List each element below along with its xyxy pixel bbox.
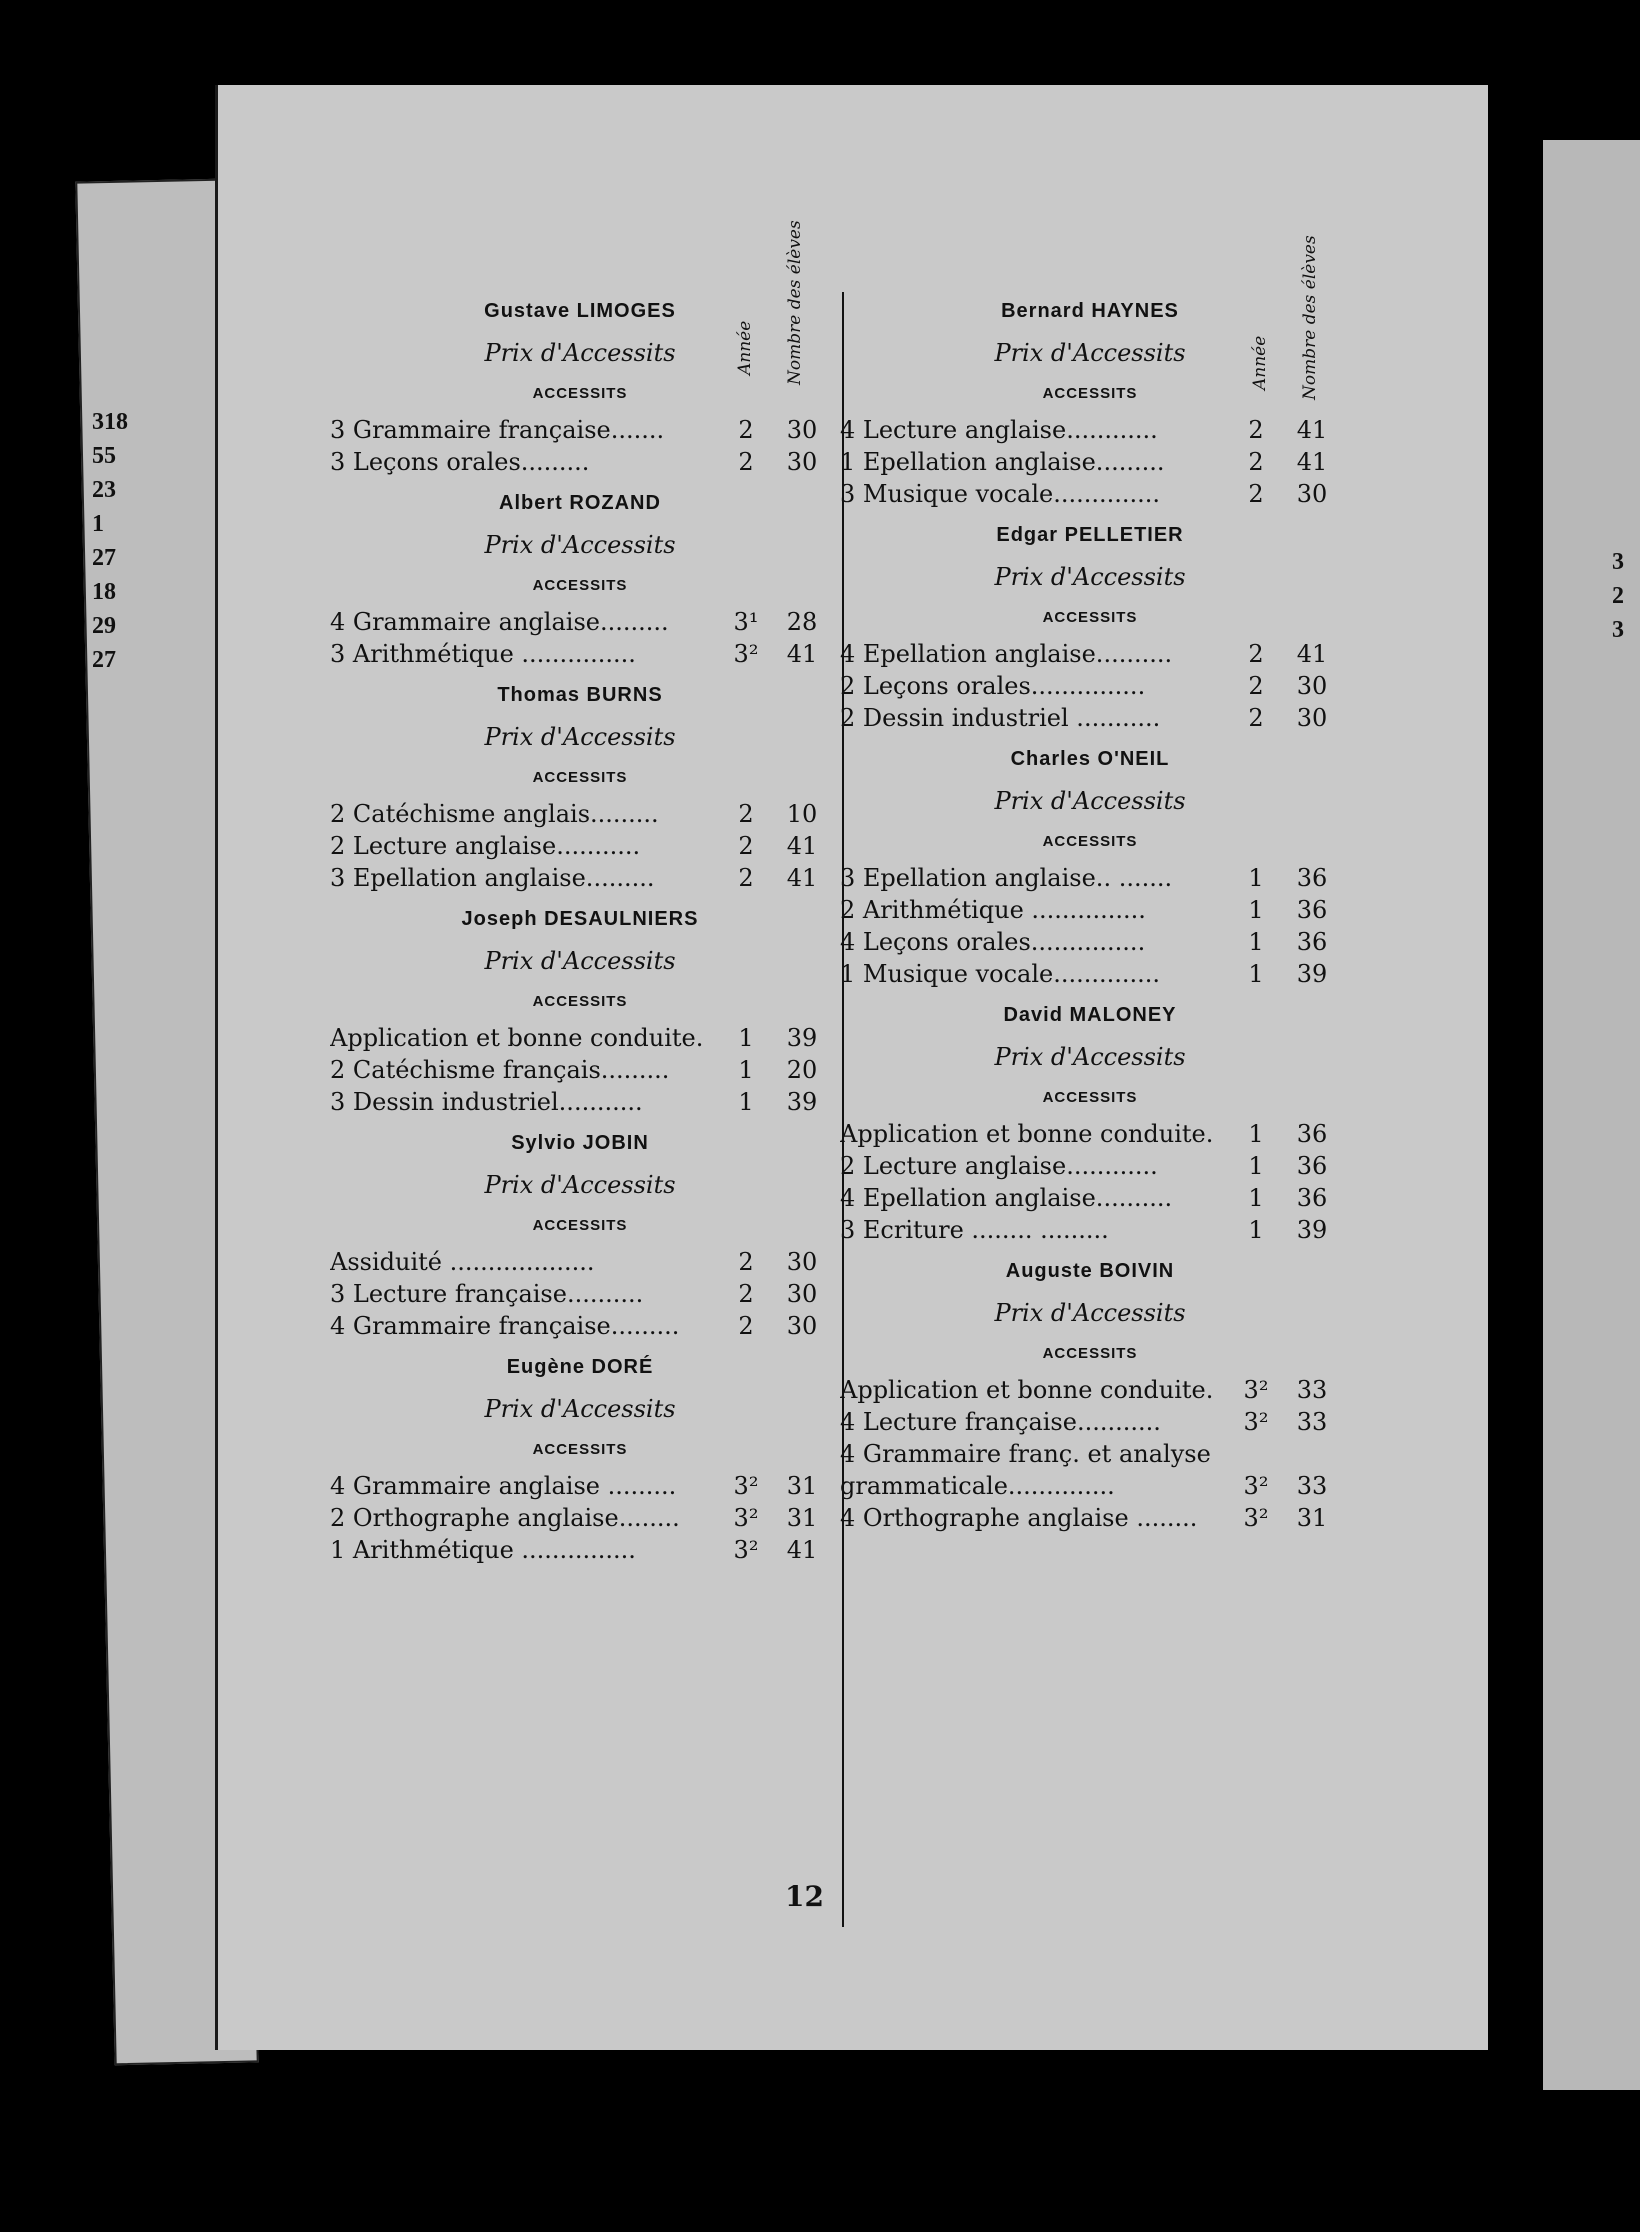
subject-row [840,414,1340,446]
student-count: 41 [786,640,818,668]
subject-row [840,926,1340,958]
subject-row [840,1438,1340,1470]
year-value: 2 [738,864,754,892]
subject-label: grammaticale.............. [840,1472,1115,1500]
prize-title: Prix d'Accessits [484,339,676,367]
student-entry [840,300,1340,510]
student-entry [840,524,1340,734]
student-count: 41 [1296,416,1328,444]
student-name: Bernard HAYNES [1001,300,1179,322]
prize-title: Prix d'Accessits [484,1395,676,1423]
subject-row [330,1470,830,1502]
year-value: 1 [1248,896,1264,924]
student-count: 31 [1296,1504,1328,1532]
student-count: 30 [1296,480,1328,508]
prize-title: Prix d'Accessits [994,1043,1186,1071]
subject-label: Assiduité ................... [330,1248,595,1276]
year-value: 1 [1248,1216,1264,1244]
subject-label: Application et bonne conduite. [840,1120,1214,1148]
year-value: 3² [733,1504,759,1532]
subject-label: 4 Grammaire française......... [330,1312,680,1340]
subject-label: 4 Epellation anglaise.......... [840,1184,1173,1212]
subject-row [840,958,1340,990]
student-count: 36 [1296,1120,1328,1148]
student-entry [330,492,830,670]
subject-label: 2 Leçons orales............... [840,672,1146,700]
year-value: 2 [1248,704,1264,732]
student-count [1284,1438,1340,1470]
student-name: Charles O'NEIL [1010,748,1170,770]
student-count: 30 [786,1248,818,1276]
subject-row [840,1502,1340,1534]
year-value: 2 [738,800,754,828]
student-name: Eugène DORÉ [506,1356,654,1378]
student-count: 30 [786,448,818,476]
subject-label: 3 Musique vocale.............. [840,480,1161,508]
student-entry [330,1132,830,1342]
subject-row [330,638,830,670]
student-count: 39 [786,1088,818,1116]
year-value: 1 [1248,1152,1264,1180]
subject-row [330,1054,830,1086]
subject-label: 3 Dessin industriel........... [330,1088,643,1116]
subject-label: 2 Arithmétique ............... [840,896,1146,924]
section-heading: ACCESSITS [1042,833,1138,850]
subject-label: 4 Grammaire franç. et analyse [840,1440,1211,1468]
subject-row [840,1150,1340,1182]
subject-label: 2 Orthographe anglaise........ [330,1504,680,1532]
student-count: 36 [1296,896,1328,924]
subject-label: 3 Ecriture ........ ......... [840,1216,1109,1244]
student-name: Sylvio JOBIN [511,1132,649,1154]
student-name: David MALONEY [1003,1004,1177,1026]
student-entry [840,1260,1340,1534]
year-value: 1 [738,1088,754,1116]
subject-row [840,446,1340,478]
section-heading: ACCESSITS [532,577,628,594]
subject-label: 3 Grammaire française....... [330,416,665,444]
student-count: 39 [1296,1216,1328,1244]
student-count: 33 [1296,1376,1328,1404]
student-entry [330,908,830,1118]
section-heading: ACCESSITS [532,385,628,402]
prize-title: Prix d'Accessits [484,1171,676,1199]
subject-row [330,862,830,894]
subject-row [840,670,1340,702]
student-entry [330,300,830,478]
subject-label: 3 Lecture française.......... [330,1280,644,1308]
year-value: 2 [1248,480,1264,508]
year-value: 2 [1248,640,1264,668]
prize-title: Prix d'Accessits [484,531,676,559]
year-value: 2 [738,448,754,476]
student-name: Albert ROZAND [499,492,661,514]
year-value: 2 [1248,672,1264,700]
subject-row [330,830,830,862]
section-heading: ACCESSITS [532,769,628,786]
subject-row [330,798,830,830]
year-value: 3² [1243,1472,1269,1500]
subject-row [840,478,1340,510]
subject-row [330,606,830,638]
section-heading: ACCESSITS [1042,609,1138,626]
student-count: 30 [786,1280,818,1308]
year-value: 1 [1248,864,1264,892]
subject-row [840,862,1340,894]
nombre-header-left: Nombre des élèves [785,220,805,385]
subject-label: 1 Musique vocale.............. [840,960,1161,988]
subject-row [840,1214,1340,1246]
year-value: 3¹ [733,608,759,636]
subject-label: 4 Lecture française........... [840,1408,1161,1436]
student-name: Edgar PELLETIER [996,524,1184,546]
student-count: 10 [786,800,818,828]
student-name: Joseph DESAULNIERS [461,908,699,930]
year-value: 1 [1248,960,1264,988]
student-count: 41 [786,1536,818,1564]
student-count: 30 [786,1312,818,1340]
section-heading: ACCESSITS [1042,1345,1138,1362]
section-heading: ACCESSITS [532,1217,628,1234]
student-name: Thomas BURNS [497,684,663,706]
student-count: 31 [786,1504,818,1532]
subject-label: 2 Lecture anglaise............ [840,1152,1158,1180]
subject-label: 3 Leçons orales......... [330,448,590,476]
right-column [840,300,1340,1548]
subject-label: 4 Orthographe anglaise ........ [840,1504,1198,1532]
subject-row [330,446,830,478]
annee-header-right: Année [1250,335,1270,390]
year-value: 2 [738,416,754,444]
annee-header-left: Année [735,320,755,375]
student-count: 30 [786,416,818,444]
student-count: 41 [1296,448,1328,476]
subject-label: 1 Epellation anglaise......... [840,448,1165,476]
student-entry [330,684,830,894]
nombre-header-right: Nombre des élèves [1300,235,1320,400]
section-heading: ACCESSITS [532,993,628,1010]
year-value: 3² [733,1536,759,1564]
year-value: 3² [733,640,759,668]
underpage-right-numbers: 3 2 3 [1612,549,1624,643]
subject-row [840,1374,1340,1406]
subject-label: 4 Grammaire anglaise......... [330,608,669,636]
subject-label: 3 Arithmétique ............... [330,640,636,668]
student-count: 30 [1296,672,1328,700]
section-heading: ACCESSITS [1042,1089,1138,1106]
subject-row [840,702,1340,734]
subject-label: 4 Lecture anglaise............ [840,416,1158,444]
subject-label: 4 Epellation anglaise.......... [840,640,1173,668]
subject-row [840,1470,1340,1502]
prize-title: Prix d'Accessits [994,787,1186,815]
year-value: 1 [1248,928,1264,956]
year-value: 2 [738,1280,754,1308]
subject-label: 3 Epellation anglaise......... [330,864,655,892]
student-count: 30 [1296,704,1328,732]
student-count: 41 [786,864,818,892]
year-value: 1 [738,1056,754,1084]
page-number: 12 [785,1880,824,1913]
subject-row [330,1310,830,1342]
subject-row [330,1502,830,1534]
subject-label: 3 Epellation anglaise.. ....... [840,864,1173,892]
student-count: 20 [786,1056,818,1084]
year-value: 1 [1248,1120,1264,1148]
year-value: 2 [738,1312,754,1340]
student-count: 36 [1296,1184,1328,1212]
subject-row [330,1022,830,1054]
student-count: 41 [786,832,818,860]
student-entry [330,1356,830,1566]
year-value: 3² [1243,1408,1269,1436]
subject-row [840,1182,1340,1214]
section-heading: ACCESSITS [1042,385,1138,402]
underlying-page-right [1535,140,1640,2090]
subject-label: 1 Arithmétique ............... [330,1536,636,1564]
subject-label: Application et bonne conduite. [840,1376,1214,1404]
student-count: 31 [786,1472,818,1500]
year-value [1228,1438,1284,1470]
year-value: 2 [1248,448,1264,476]
student-entry [840,1004,1340,1246]
student-name: Auguste BOIVIN [1005,1260,1175,1282]
student-count: 41 [1296,640,1328,668]
prize-title: Prix d'Accessits [994,1299,1186,1327]
year-value: 3² [1243,1376,1269,1404]
subject-label: 2 Dessin industriel ........... [840,704,1161,732]
year-value: 2 [738,832,754,860]
prize-title: Prix d'Accessits [484,947,676,975]
student-name: Gustave LIMOGES [484,300,676,322]
subject-label: 4 Grammaire anglaise ......... [330,1472,677,1500]
year-value: 2 [1248,416,1264,444]
student-entry [840,748,1340,990]
subject-row [840,1118,1340,1150]
subject-label: 4 Leçons orales............... [840,928,1146,956]
student-count: 39 [786,1024,818,1052]
year-value: 1 [1248,1184,1264,1212]
subject-row [330,1534,830,1566]
subject-row [330,414,830,446]
year-value: 3² [733,1472,759,1500]
underpage-left-numbers: 318 55 23 1 27 18 29 27 [92,409,128,673]
subject-row [330,1086,830,1118]
student-count: 33 [1296,1472,1328,1500]
student-count: 36 [1296,864,1328,892]
subject-row [330,1278,830,1310]
student-count: 33 [1296,1408,1328,1436]
subject-row [840,894,1340,926]
subject-row [330,1246,830,1278]
year-value: 3² [1243,1504,1269,1532]
prize-title: Prix d'Accessits [484,723,676,751]
subject-row [840,638,1340,670]
subject-label: 2 Catéchisme français......... [330,1056,670,1084]
subject-row [840,1406,1340,1438]
prize-title: Prix d'Accessits [994,339,1186,367]
year-value: 1 [738,1024,754,1052]
subject-label: Application et bonne conduite. [330,1024,704,1052]
section-heading: ACCESSITS [532,1441,628,1458]
student-count: 39 [1296,960,1328,988]
subject-label: 2 Catéchisme anglais......... [330,800,659,828]
year-value: 2 [738,1248,754,1276]
subject-label: 2 Lecture anglaise........... [330,832,641,860]
student-count: 36 [1296,1152,1328,1180]
left-column [330,300,830,1580]
student-count: 36 [1296,928,1328,956]
student-count: 28 [786,608,818,636]
prize-title: Prix d'Accessits [994,563,1186,591]
